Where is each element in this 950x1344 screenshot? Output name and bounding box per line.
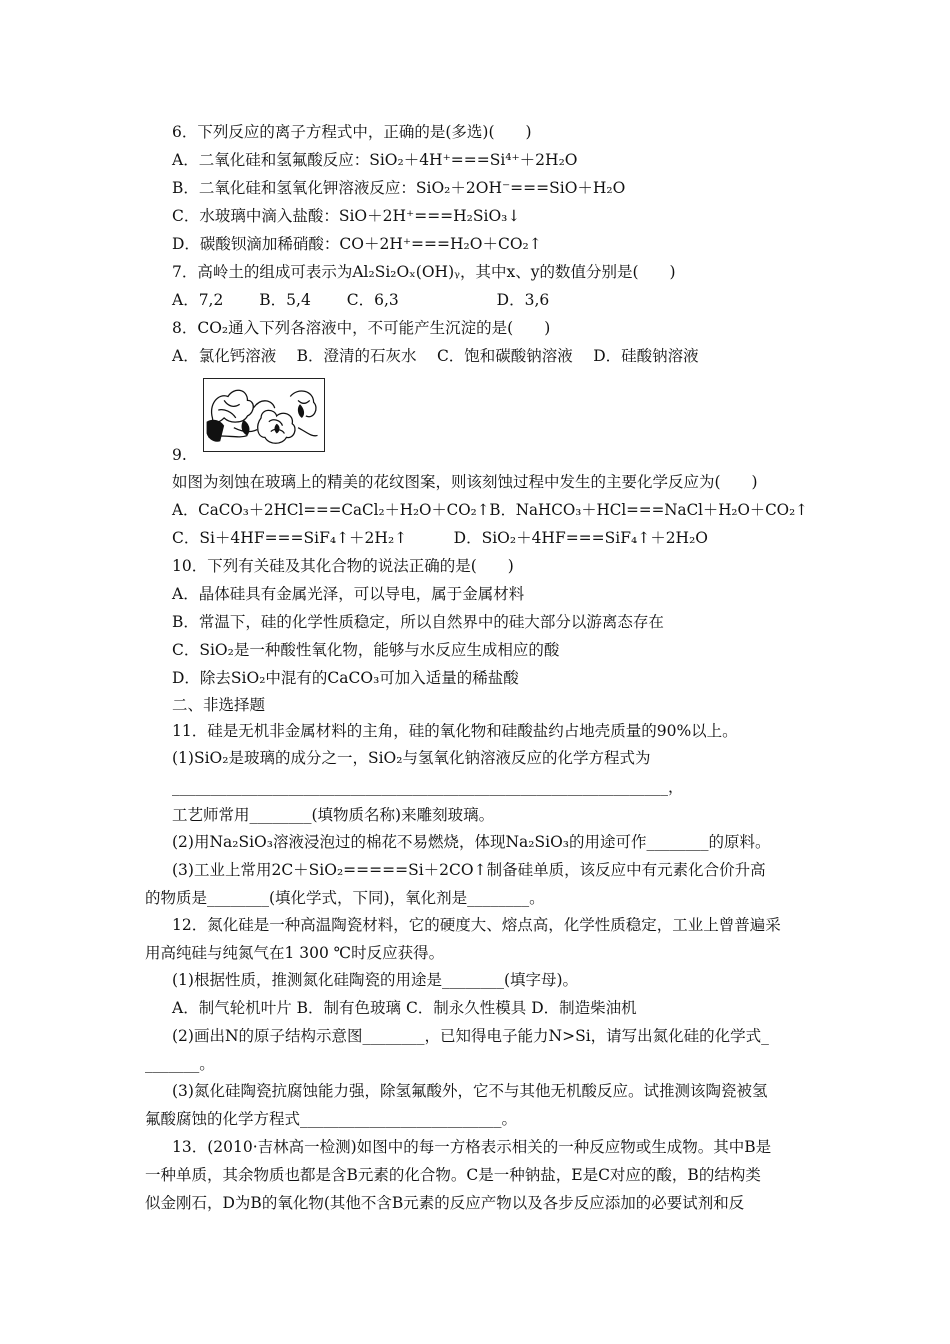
q10-option-b: B．常温下，硅的化学性质稳定，所以自然界中的硅大部分以游离态存在 [172,613,664,631]
q10-option-c: C．SiO₂是一种酸性氧化物，能够与水反应生成相应的酸 [172,641,560,659]
q12-part1: (1)根据性质，推测氮化硅陶瓷的用途是________(填字母)。 [172,971,579,989]
q6-stem: 6．下列反应的离子方程式中，正确的是(多选)( ) [172,123,532,141]
q11-part1-cont: 工艺师常用________(填物质名称)来雕刻玻璃。 [172,806,495,824]
q6-option-d: D．碳酸钡滴加稀硝酸：CO＋2H⁺===H₂O＋CO₂↑ [172,235,542,253]
q12-stem: 12．氮化硅是一种高温陶瓷材料，它的硬度大、熔点高，化学性质稳定，工业上曾普遍采 [172,916,781,934]
q11-part3-cont: 的物质是________(填化学式，下同)，氧化剂是________。 [145,889,545,907]
q13-stem-cont-2: 似金刚石，D为B的氧化物(其他不含B元素的反应产物以及各步反应添加的必要试剂和反 [145,1194,745,1212]
q8-options: A．氯化钙溶液 B．澄清的石灰水 C．饱和碳酸钠溶液 D．硅酸钠溶液 [172,347,699,365]
q11-part1: (1)SiO₂是玻璃的成分之一，SiO₂与氢氧化钠溶液反应的化学方程式为 [172,749,651,767]
q6-option-b: B．二氧化硅和氢氧化钾溶液反应：SiO₂＋2OH⁻===SiO＋H₂O [172,179,626,197]
q12-part2: (2)画出N的原子结构示意图________，已知得电子能力N>Si，请写出氮化硅的化学式_ [172,1027,769,1045]
q10-stem: 10．下列有关硅及其化合物的说法正确的是( ) [172,557,514,575]
q11-part2: (2)用Na₂SiO₃溶液浸泡过的棉花不易燃烧，体现Na₂SiO₃的用途可作________的原料。 [172,833,771,851]
q6-option-c: C．水玻璃中滴入盐酸：SiO＋2H⁺===H₂SiO₃↓ [172,207,521,225]
q12-part1-options: A．制气轮机叶片 B．制有色玻璃 C．制永久性模具 D．制造柴油机 [172,999,637,1017]
q9-stem: 如图为刻蚀在玻璃上的精美的花纹图案，则该刻蚀过程中发生的主要化学反应为( ) [172,473,758,491]
q12-part3: (3)氮化硅陶瓷抗腐蚀能力强，除氢氟酸外，它不与其他无机酸反应。试推测该陶瓷被氢 [172,1082,768,1100]
q8-stem: 8．CO₂通入下列各溶液中，不可能产生沉淀的是( ) [172,319,551,337]
q9-number: 9. [172,446,187,464]
q11-part3: (3)工业上常用2C＋SiO₂=====Si＋2CO↑制备硅单质，该反应中有元素化合价升高 [172,861,766,879]
q7-options: A．7,2 B．5,4 C．6,3 D．3,6 [172,291,550,309]
etched-glass-flower-image [203,378,325,452]
q10-option-a: A．晶体硅具有金属光泽，可以导电，属于金属材料 [172,585,525,603]
q13-stem: 13．(2010·吉林高一检测)如图中的每一方格表示相关的一种反应物或生成物。其中B是 [172,1138,772,1156]
q11-answer-blank: ________________________________________________________________， [172,778,684,796]
q12-part2-cont: _______。 [145,1055,215,1073]
q6-option-a: A．二氧化硅和氢氟酸反应：SiO₂＋4H⁺===Si⁴⁺＋2H₂O [172,151,578,169]
q10-option-d: D．除去SiO₂中混有的CaCO₃可加入适量的稀盐酸 [172,669,519,687]
q9-options-cd: C．Si＋4HF===SiF₄↑＋2H₂↑ D．SiO₂＋4HF===SiF₄↑＋2H₂O [172,529,708,547]
q12-stem-cont: 用高纯硅与纯氮气在1 300 ℃时反应获得。 [145,944,445,962]
section-heading: 二、非选择题 [172,696,266,714]
q12-part3-cont: 氟酸腐蚀的化学方程式__________________________。 [145,1110,518,1128]
q9-options-ab: A．CaCO₃＋2HCl===CaCl₂＋H₂O＋CO₂↑B．NaHCO₃＋HCl===NaCl＋H₂O＋CO₂↑ [172,501,808,519]
q11-stem: 11．硅是无机非金属材料的主角，硅的氧化物和硅酸盐约占地壳质量的90%以上。 [172,722,738,740]
q7-stem: 7．高岭土的组成可表示为Al₂Si₂Oₓ(OH)ᵧ，其中x、y的数值分别是( ) [172,263,676,281]
q13-stem-cont-1: 一种单质，其余物质也都是含B元素的化合物。C是一种钠盐，E是C对应的酸，B的结构类 [145,1166,761,1184]
